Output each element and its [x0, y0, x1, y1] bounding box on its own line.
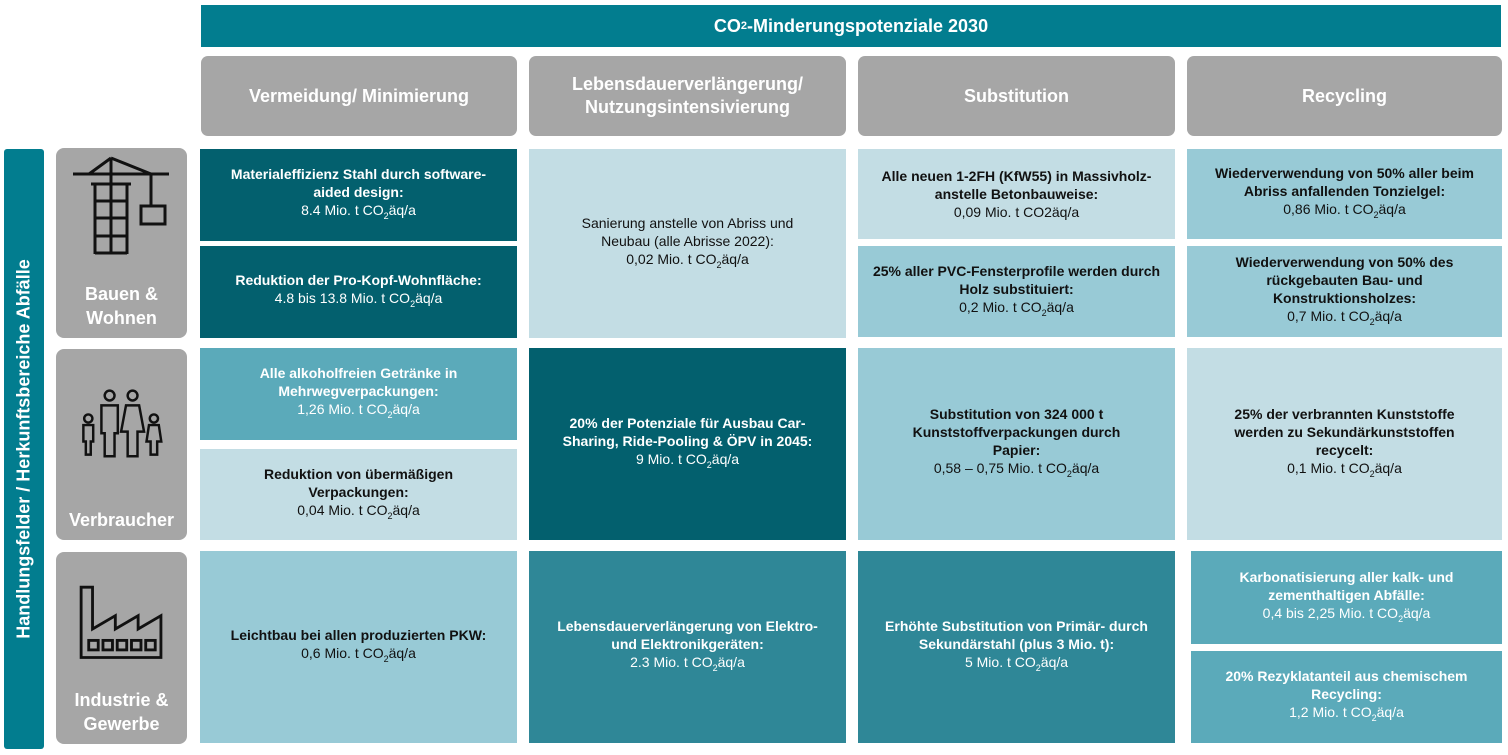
cell-bw-substitution-2	[858, 246, 1175, 337]
cell-title: 25% aller PVC-Fensterprofile werden durch Holz substituiert:	[872, 262, 1161, 297]
cell-value: 1,26 Mio. t $CO_2äq/a$	[297, 401, 420, 420]
factory-icon	[71, 572, 172, 667]
cell-title: Reduktion der Pro-Kopf-Wohnfläche:	[235, 272, 482, 289]
cell-ig-recycling-1	[1191, 551, 1502, 644]
cell-title: Leichtbau bei allen produzierten PKW:	[230, 627, 487, 644]
row-label-industrie-gewerbe: Industrie & Gewerbe	[74, 690, 169, 734]
cell-title: 20% Rezyklatanteil aus chemischem Recycling:	[1225, 668, 1468, 703]
cell-bw-lebensdauer	[529, 149, 846, 338]
cell-v-vermeidung-2	[200, 449, 517, 540]
cell-value: 2.3 Mio. t $CO_2äq/a$	[630, 654, 745, 673]
cell-title: Karbonatisierung aller kalk- und zementhaltigen Abfälle:	[1239, 568, 1454, 603]
cell-value: 9 Mio. t $CO_2äq/a$	[635, 451, 740, 470]
cell-ig-vermeidung	[200, 551, 517, 743]
row-tile-industrie-gewerbe	[56, 552, 187, 744]
cell-value: 0,09 Mio. t CO2äq/a	[953, 204, 1080, 220]
cell-title: 20% der Potenziale für Ausbau Car-Sharing, Ride-Pooling & ÖPV in 2045:	[562, 415, 813, 450]
cell-value: 0,7 Mio. t $CO_2äq/a$	[1287, 307, 1402, 327]
column-header-lebensdauer: Lebensdauerverlängerung/ Nutzungsintensivierung	[529, 56, 846, 136]
cell-value: 0,58 – 0,75 Mio. t $CO_2äq/a$	[933, 460, 1100, 479]
column-header-vermeidung: Vermeidung/ Minimierung	[201, 56, 517, 136]
cell-value: 5 Mio. t $CO_2äq/a$	[964, 654, 1069, 673]
cell-title: Wiederverwendung von 50% aller beim Abriss anfallenden Tonzielgel:	[1215, 165, 1474, 200]
cell-title: Sanierung anstelle von Abriss und Neubau (alle Abrisse 2022):	[581, 214, 794, 249]
cell-v-lebensdauer	[529, 348, 846, 540]
title-rest: -Minderungspotenziale 2030	[747, 15, 989, 36]
cell-ig-substitution	[858, 551, 1175, 743]
cell-value: 4.8 bis 13.8 Mio. t $CO_2äq/a$	[274, 290, 443, 309]
cell-title: Erhöhte Substitution von Primär- durch Sekundärstahl (plus 3 Mio. t):	[885, 618, 1148, 653]
cell-value: 0,4 bis 2,25 Mio. t $CO_2äq/a$	[1262, 604, 1431, 624]
cell-title: 25% der verbrannten Kunststoffe werden zu Sekundärkunststoffen recycelt:	[1234, 406, 1455, 459]
cell-value: 0,86 Mio. t $CO_2äq/a$	[1283, 201, 1406, 220]
cell-title: Wiederverwendung von 50% des rückgebauten Bau- und Konstruktionsholzes:	[1235, 253, 1454, 306]
cell-title: Reduktion von übermäßigen Verpackungen:	[263, 465, 453, 500]
title-subscript: 2	[740, 20, 748, 32]
cell-value: 1,2 Mio. t $CO_2äq/a$	[1289, 704, 1404, 723]
cell-bw-vermeidung-2	[200, 246, 517, 338]
cell-value: 8.4 Mio. t $CO_2äq/a$	[301, 202, 416, 221]
row-label-verbraucher: Verbraucher	[68, 510, 175, 530]
row-tile-verbraucher	[56, 349, 187, 540]
row-tile-bauen-wohnen	[56, 148, 187, 338]
side-label: Handlungsfelder / Herkunftsbereiche Abfälle	[13, 259, 34, 639]
cell-value: 0,02 Mio. t $CO_2äq/a$	[626, 250, 749, 270]
cell-value: 0,1 Mio. t $CO_2äq/a$	[1287, 460, 1402, 479]
cell-bw-vermeidung-1	[200, 149, 517, 241]
cell-ig-lebensdauer	[529, 551, 846, 743]
cell-value: 0,2 Mio. t $CO_2äq/a$	[959, 298, 1074, 318]
family-icon	[71, 389, 172, 471]
cell-title: Substitution von 324 000 t Kunststoffverpackungen durch Papier:	[912, 406, 1121, 459]
cell-title: Alle alkoholfreien Getränke in Mehrwegverpackungen:	[259, 365, 458, 400]
side-label-bar	[4, 149, 44, 749]
cell-bw-recycling-2	[1187, 246, 1502, 337]
cell-ig-recycling-2	[1191, 651, 1502, 743]
cell-value: 0,6 Mio. t $CO_2äq/a$	[301, 645, 416, 664]
cell-title: Alle neuen 1-2FH (KfW55) in Massivholz-anstelle Betonbauweise:	[881, 168, 1152, 202]
column-header-substitution: Substitution	[858, 56, 1175, 136]
cell-bw-recycling-1	[1187, 149, 1502, 239]
title-co: CO	[713, 15, 741, 36]
cell-v-recycling	[1187, 348, 1502, 540]
cell-value: 0,04 Mio. t $CO_2äq/a$	[297, 501, 420, 521]
row-label-bauen-wohnen: Bauen & Wohnen	[84, 284, 158, 328]
cell-title: Lebensdauerverlängerung von Elektro- und Elektronikgeräten:	[557, 618, 818, 653]
cell-v-vermeidung-1	[200, 348, 517, 440]
crane-icon	[71, 156, 172, 256]
column-header-recycling: Recycling	[1187, 56, 1502, 136]
cell-bw-substitution-1	[858, 149, 1175, 239]
cell-v-substitution	[858, 348, 1175, 540]
diagram-title	[201, 5, 1501, 47]
cell-title: Materialeffizienz Stahl durch software-aided design:	[230, 166, 487, 201]
